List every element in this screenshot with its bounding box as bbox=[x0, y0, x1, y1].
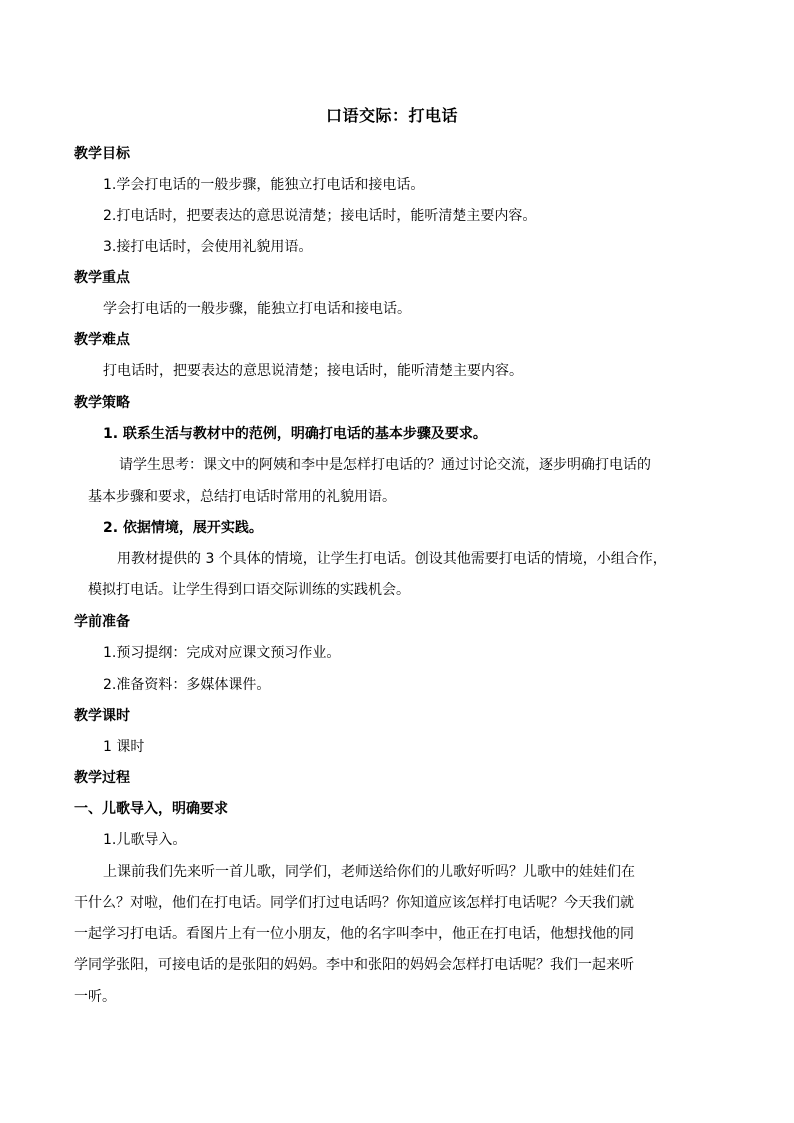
preparation-item-2: 2.准备资料：多媒体课件。 bbox=[103, 677, 271, 693]
process-paragraph-line-4: 学同学张阳，可接电话的是张阳的妈妈。李中和张阳的妈妈会怎样打电话呢？我们一起来听 bbox=[74, 957, 634, 973]
strategy-point-1-title: 1. 联系生活与教材中的范例，明确打电话的基本步骤及要求。 bbox=[103, 426, 487, 442]
section-heading-difficulties: 教学难点 bbox=[74, 332, 130, 348]
process-paragraph-line-5: 一听。 bbox=[74, 989, 116, 1005]
process-paragraph-line-1: 上课前我们先来听一首儿歌，同学们，老师送给你们的儿歌好听吗？儿歌中的娃娃们在 bbox=[103, 864, 635, 880]
goal-item-2: 2.打电话时，把要表达的意思说清楚；接电话时，能听清楚主要内容。 bbox=[103, 208, 537, 224]
preparation-item-1: 1.预习提纲：完成对应课文预习作业。 bbox=[103, 645, 341, 661]
section-heading-preparation: 学前准备 bbox=[74, 614, 130, 630]
strategy-point-2-line-2: 模拟打电话。让学生得到口语交际训练的实践机会。 bbox=[88, 582, 410, 598]
process-step-1: 1.儿歌导入。 bbox=[103, 832, 187, 848]
section-heading-hours: 教学课时 bbox=[74, 708, 130, 724]
section-heading-key-points: 教学重点 bbox=[74, 270, 130, 286]
goal-item-1: 1.学会打电话的一般步骤，能独立打电话和接电话。 bbox=[103, 177, 425, 193]
hours-text: 1 课时 bbox=[103, 739, 145, 755]
difficulties-text: 打电话时，把要表达的意思说清楚；接电话时，能听清楚主要内容。 bbox=[103, 363, 523, 379]
key-points-text: 学会打电话的一般步骤，能独立打电话和接电话。 bbox=[103, 301, 411, 317]
strategy-point-2-line-1: 用教材提供的 3 个具体的情境，让学生打电话。创设其他需要打电话的情境，小组合作， bbox=[117, 551, 667, 567]
process-part-1-title: 一、儿歌导入，明确要求 bbox=[74, 801, 228, 817]
section-heading-goals: 教学目标 bbox=[74, 146, 130, 162]
section-heading-strategy: 教学策略 bbox=[74, 395, 130, 411]
section-heading-process: 教学过程 bbox=[74, 770, 130, 786]
goal-item-3: 3.接打电话时，会使用礼貌用语。 bbox=[103, 239, 313, 255]
process-paragraph-line-3: 一起学习打电话。看图片上有一位小朋友，他的名字叫李中，他正在打电话，他想找他的同 bbox=[74, 926, 634, 942]
strategy-point-1-line-2: 基本步骤和要求，总结打电话时常用的礼貌用语。 bbox=[88, 489, 396, 505]
document-title: 口语交际：打电话 bbox=[326, 106, 459, 125]
process-paragraph-line-2: 干什么？对啦，他们在打电话。同学们打过电话吗？你知道应该怎样打电话呢？今天我们就 bbox=[74, 895, 634, 911]
strategy-point-1-line-1: 请学生思考：课文中的阿姨和李中是怎样打电话的？通过讨论交流，逐步明确打电话的 bbox=[119, 457, 651, 473]
strategy-point-2-title: 2. 依据情境，展开实践。 bbox=[103, 520, 263, 536]
